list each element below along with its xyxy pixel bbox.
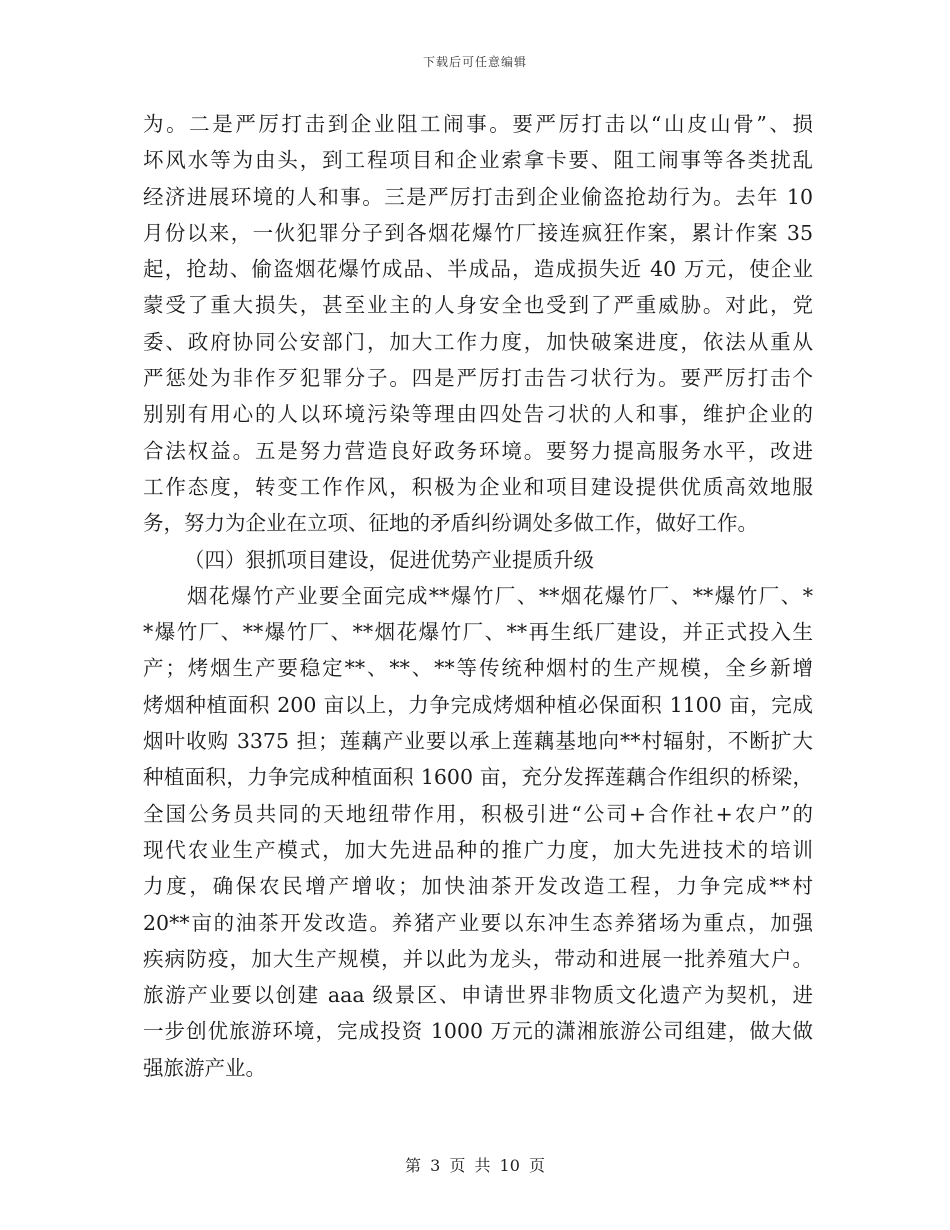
- paragraph-line: 全国公务员共同的天地纽带作用，积极引进“公司+合作社+农户”的: [143, 801, 813, 826]
- paragraph-line: 经济进展环境的人和事。三是严厉打击到企业偷盗抢劫行为。去年 10: [143, 184, 813, 209]
- paragraph-line: 20**亩的油茶开发改造。养猪产业要以东冲生态养猪场为重点，加强: [143, 910, 813, 935]
- paragraph-line: 强旅游产业。: [143, 1055, 266, 1080]
- paragraph-line: 务，努力为企业在立项、征地的矛盾纠纷调处多做工作，做好工作。: [143, 511, 758, 536]
- paragraph-line: 烤烟种植面积 200 亩以上，力争完成烤烟种植必保面积 1100 亩，完成: [143, 692, 813, 717]
- paragraph-line: 坏风水等为由头，到工程项目和企业索拿卡要、阻工闹事等各类扰乱: [143, 148, 813, 173]
- document-body: [143, 106, 813, 1086]
- paragraph-line: 疾病防疫，加大生产规模，并以此为龙头，带动和进展一批养殖大户。: [143, 946, 813, 971]
- paragraph-line: 别别有用心的人以环境污染等理由四处告刁状的人和事，维护企业的: [143, 402, 813, 427]
- paragraph-line: 工作态度，转变工作作风，积极为企业和项目建设提供优质高效地服: [143, 474, 813, 499]
- paragraph-line: 种植面积，力争完成种植面积 1600 亩，充分发挥莲藕合作组织的桥梁，: [143, 765, 813, 790]
- section-heading: （四）狠抓项目建设，促进优势产业提质升级: [184, 547, 594, 572]
- paragraph-line: 蒙受了重大损失，甚至业主的人身安全也受到了严重威胁。对此，党: [143, 293, 813, 318]
- paragraph-line: 严惩处为非作歹犯罪分子。四是严厉打击告刁状行为。要严厉打击个: [143, 366, 813, 391]
- paragraph-line: 委、政府协同公安部门，加大工作力度，加快破案进度，依法从重从: [143, 329, 813, 354]
- paragraph-line: 产；烤烟生产要稳定**、**、**等传统种烟村的生产规模，全乡新增: [143, 656, 813, 681]
- paragraph-line: 烟叶收购 3375 担；莲藕产业要以承上莲藕基地向**村辐射，不断扩大: [143, 729, 813, 754]
- paragraph-line: *爆竹厂、**爆竹厂、**烟花爆竹厂、**再生纸厂建设，并正式投入生: [143, 620, 813, 645]
- paragraph-line: 烟花爆竹产业要全面完成**爆竹厂、**烟花爆竹厂、**爆竹厂、*: [143, 583, 813, 608]
- page-header: 下载后可任意编辑: [422, 55, 527, 69]
- paragraph-line: 为。二是严厉打击到企业阻工闹事。要严厉打击以“山皮山骨”、损: [143, 112, 813, 136]
- paragraph-line: 旅游产业要以创建 aaa 级景区、申请世界非物质文化遗产为契机，进: [143, 983, 813, 1008]
- paragraph-line: 起，抢劫、偷盗烟花爆竹成品、半成品，造成损失近 40 万元，使企业: [143, 257, 813, 282]
- paragraph-line: 现代农业生产模式，加大先进品种的推广力度，加大先进技术的培训: [143, 837, 813, 862]
- paragraph-line: 一步创优旅游环境，完成投资 1000 万元的潇湘旅游公司组建，做大做: [143, 1019, 813, 1044]
- page-number: 第 3 页 共 10 页: [405, 1156, 545, 1175]
- paragraph-line: 力度，确保农民增产增收；加快油茶开发改造工程，力争完成**村: [143, 874, 813, 899]
- paragraph-line: 合法权益。五是努力营造良好政务环境。要努力提高服务水平，改进: [143, 438, 813, 463]
- paragraph-line: 月份以来，一伙犯罪分子到各烟花爆竹厂接连疯狂作案，累计作案 35: [143, 220, 813, 245]
